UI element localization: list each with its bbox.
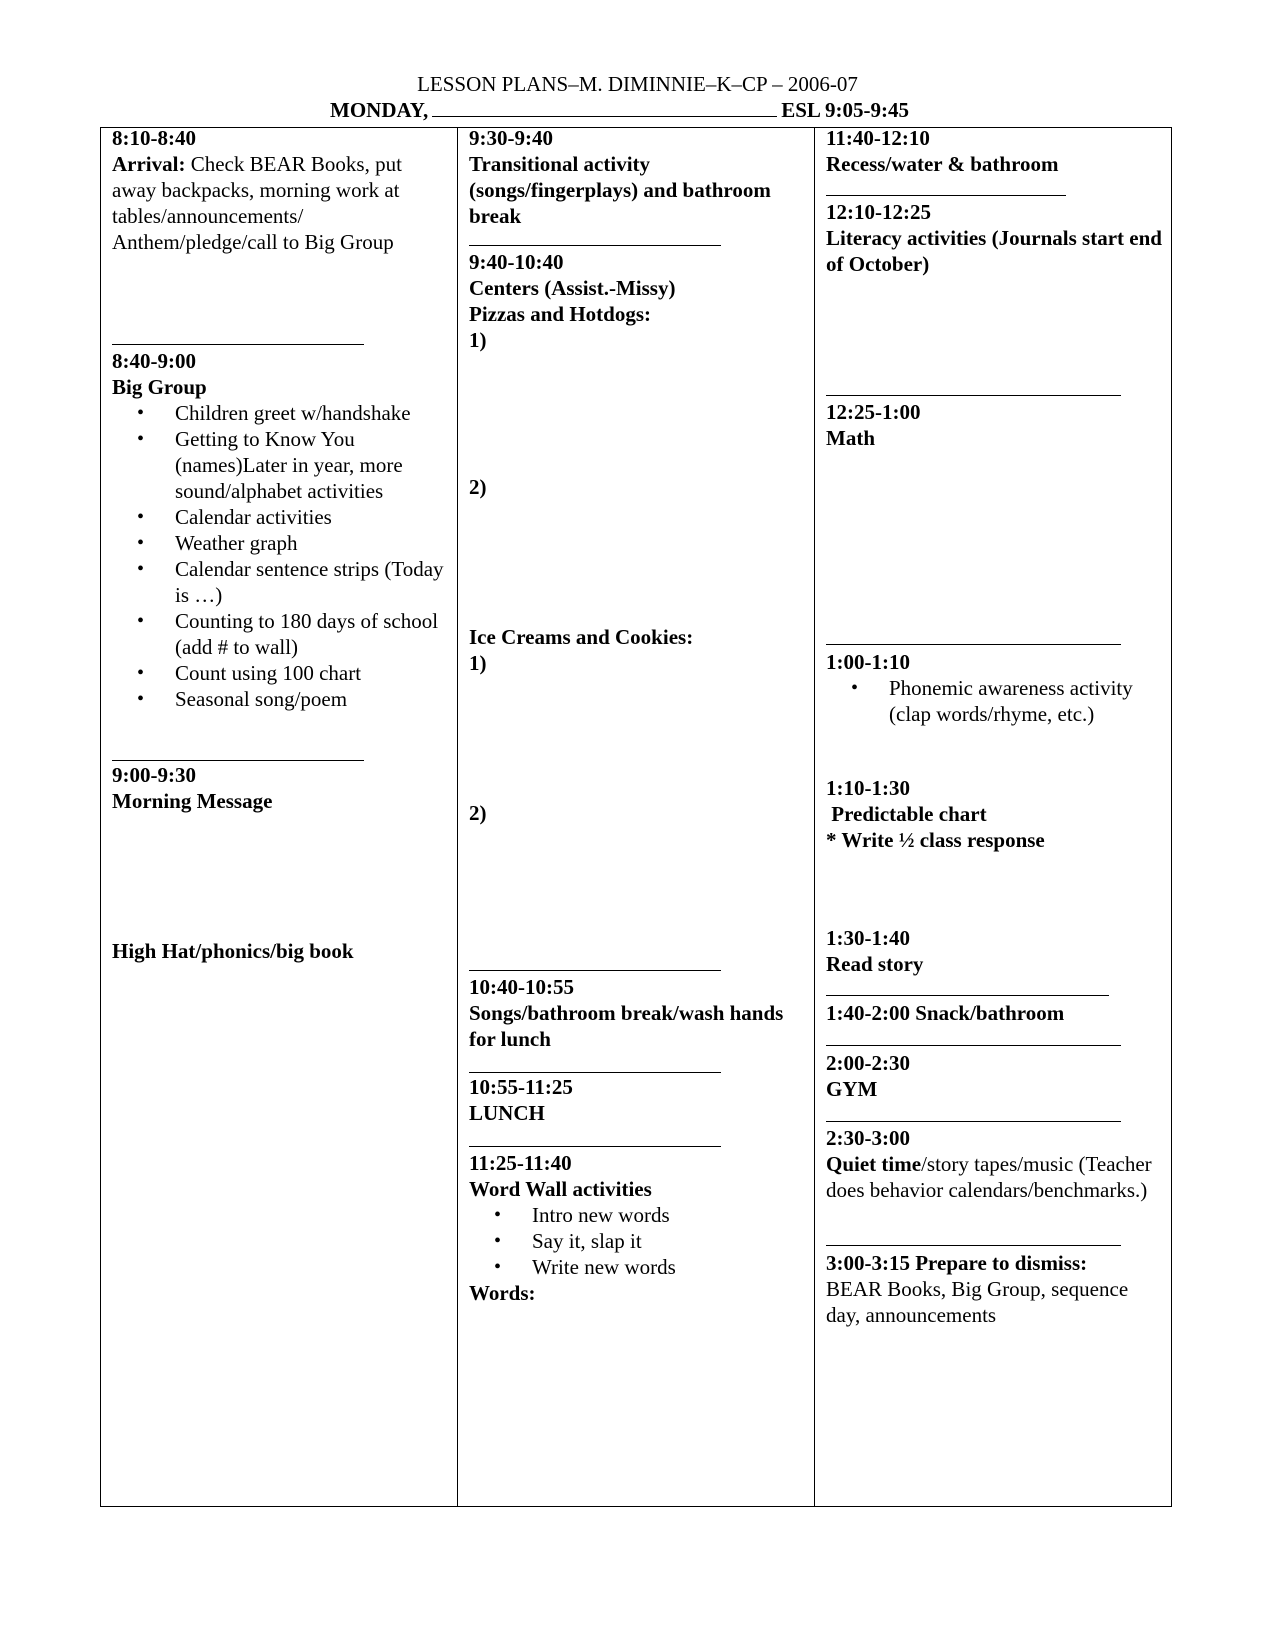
divider — [469, 245, 721, 246]
centers-group-2-block — [469, 624, 808, 676]
read-text: Read story — [826, 952, 924, 976]
centers-number: 1) — [469, 328, 487, 352]
divider — [826, 1045, 1121, 1046]
transitional-block — [469, 125, 808, 229]
list-item: • Write new words — [458, 1254, 808, 1280]
quiet-block — [826, 1125, 1165, 1203]
list-item: • Children greet w/handshake — [101, 400, 451, 426]
esl-time: ESL 9:05-9:45 — [781, 98, 909, 122]
big-group-block — [112, 348, 451, 712]
chart-time: 1:10-1:30 — [826, 776, 910, 800]
snack-text: 1:40-2:00 Snack/bathroom — [826, 1001, 1065, 1025]
day-label: MONDAY, — [330, 98, 429, 122]
big-group-time: 8:40-9:00 — [112, 349, 196, 373]
divider — [826, 1121, 1121, 1122]
list-item: • Weather graph — [101, 530, 451, 556]
phonemic-time: 1:00-1:10 — [826, 650, 910, 674]
lunch-block — [469, 1074, 808, 1126]
chart-note: * Write ½ class response — [826, 828, 1045, 852]
quiet-description: /story tapes/music (Teacher does behavior calendars/benchmarks.) — [826, 1152, 1152, 1202]
divider — [112, 344, 364, 345]
recess-text: Recess/water & bathroom — [826, 152, 1059, 176]
column-afternoon — [815, 128, 1171, 1506]
centers-title: Centers (Assist.-Missy) — [469, 276, 676, 300]
page-title: LESSON PLANS–M. DIMINNIE–K–CP – 2006-07 — [417, 72, 858, 96]
chart-text: Predictable chart — [826, 802, 987, 826]
dismiss-label: 3:00-3:15 Prepare to dismiss: — [826, 1251, 1088, 1275]
transitional-time: 9:30-9:40 — [469, 126, 553, 150]
divider — [469, 970, 721, 971]
recess-time: 11:40-12:10 — [826, 126, 930, 150]
gym-text: GYM — [826, 1077, 878, 1101]
phonemic-list — [815, 675, 1165, 727]
lunch-text: LUNCH — [469, 1101, 545, 1125]
math-text: Math — [826, 426, 875, 450]
arrival-block — [112, 125, 451, 255]
big-group-title: Big Group — [112, 375, 207, 399]
dismiss-text: BEAR Books, Big Group, sequence day, announcements — [826, 1277, 1129, 1327]
centers-number: 1) — [469, 651, 487, 675]
list-item: • Getting to Know You (names)Later in year, more sound/alphabet activities — [101, 426, 451, 504]
dismiss-block — [826, 1250, 1165, 1328]
literacy-block — [826, 199, 1165, 277]
centers-number: 2) — [469, 801, 487, 825]
list-item: • Say it, slap it — [458, 1228, 808, 1254]
centers-block — [469, 249, 808, 353]
divider — [826, 995, 1109, 996]
lunch-time: 10:55-11:25 — [469, 1075, 573, 1099]
math-time: 12:25-1:00 — [826, 400, 921, 424]
list-item: • Seasonal song/poem — [101, 686, 451, 712]
quiet-text — [826, 1151, 1165, 1203]
high-hat-text: High Hat/phonics/big book — [112, 939, 354, 963]
morning-message-block — [112, 762, 451, 814]
centers-group-2: Ice Creams and Cookies: — [469, 625, 694, 649]
gym-time: 2:00-2:30 — [826, 1051, 910, 1075]
divider — [826, 195, 1066, 196]
divider — [469, 1072, 721, 1073]
phonemic-block — [826, 649, 1165, 727]
list-item: • Phonemic awareness activity (clap words/rhyme, etc.) — [815, 675, 1165, 727]
read-time: 1:30-1:40 — [826, 926, 910, 950]
literacy-text: Literacy activities (Journals start end of October) — [826, 226, 1162, 276]
quiet-label: Quiet time — [826, 1152, 922, 1176]
literacy-time: 12:10-12:25 — [826, 200, 931, 224]
transitional-text: Transitional activity (songs/fingerplays) and bathroom break — [469, 152, 771, 228]
schedule-table — [100, 127, 1172, 1507]
quiet-time: 2:30-3:00 — [826, 1126, 910, 1150]
recess-block — [826, 125, 1165, 177]
centers-time: 9:40-10:40 — [469, 250, 564, 274]
divider — [112, 760, 364, 761]
divider — [826, 1245, 1121, 1246]
morning-time: 9:00-9:30 — [112, 763, 196, 787]
column-midday — [458, 128, 815, 1506]
math-block — [826, 399, 1165, 451]
morning-title: Morning Message — [112, 789, 273, 813]
read-block — [826, 925, 1165, 977]
list-item: • Calendar sentence strips (Today is …) — [101, 556, 451, 608]
chart-block — [826, 775, 1165, 853]
songs-block — [469, 974, 808, 1052]
word-wall-title: Word Wall activities — [469, 1177, 652, 1201]
divider — [469, 1146, 721, 1147]
list-item: • Counting to 180 days of school (add # to wall) — [101, 608, 451, 660]
list-item: • Intro new words — [458, 1202, 808, 1228]
arrival-text — [112, 151, 451, 255]
big-group-list — [101, 400, 451, 712]
column-morning — [101, 128, 458, 1506]
word-wall-time: 11:25-11:40 — [469, 1151, 572, 1175]
songs-time: 10:40-10:55 — [469, 975, 574, 999]
arrival-description: Check BEAR Books, put away backpacks, morning work at tables/announcements/ Anthem/pledge/call to Big Group — [112, 152, 402, 254]
arrival-time: 8:10-8:40 — [112, 126, 196, 150]
arrival-label: Arrival: — [112, 152, 186, 176]
divider — [826, 395, 1121, 396]
words-label: Words: — [469, 1281, 536, 1305]
word-wall-list — [458, 1202, 808, 1280]
divider — [826, 644, 1121, 645]
centers-group-1: Pizzas and Hotdogs: — [469, 302, 652, 326]
list-item: • Count using 100 chart — [101, 660, 451, 686]
centers-number: 2) — [469, 475, 487, 499]
date-blank — [432, 98, 777, 117]
list-item: • Calendar activities — [101, 504, 451, 530]
word-wall-block — [469, 1150, 808, 1306]
songs-text: Songs/bathroom break/wash hands for lunch — [469, 1001, 784, 1051]
gym-block — [826, 1050, 1165, 1102]
day-line — [330, 98, 950, 122]
